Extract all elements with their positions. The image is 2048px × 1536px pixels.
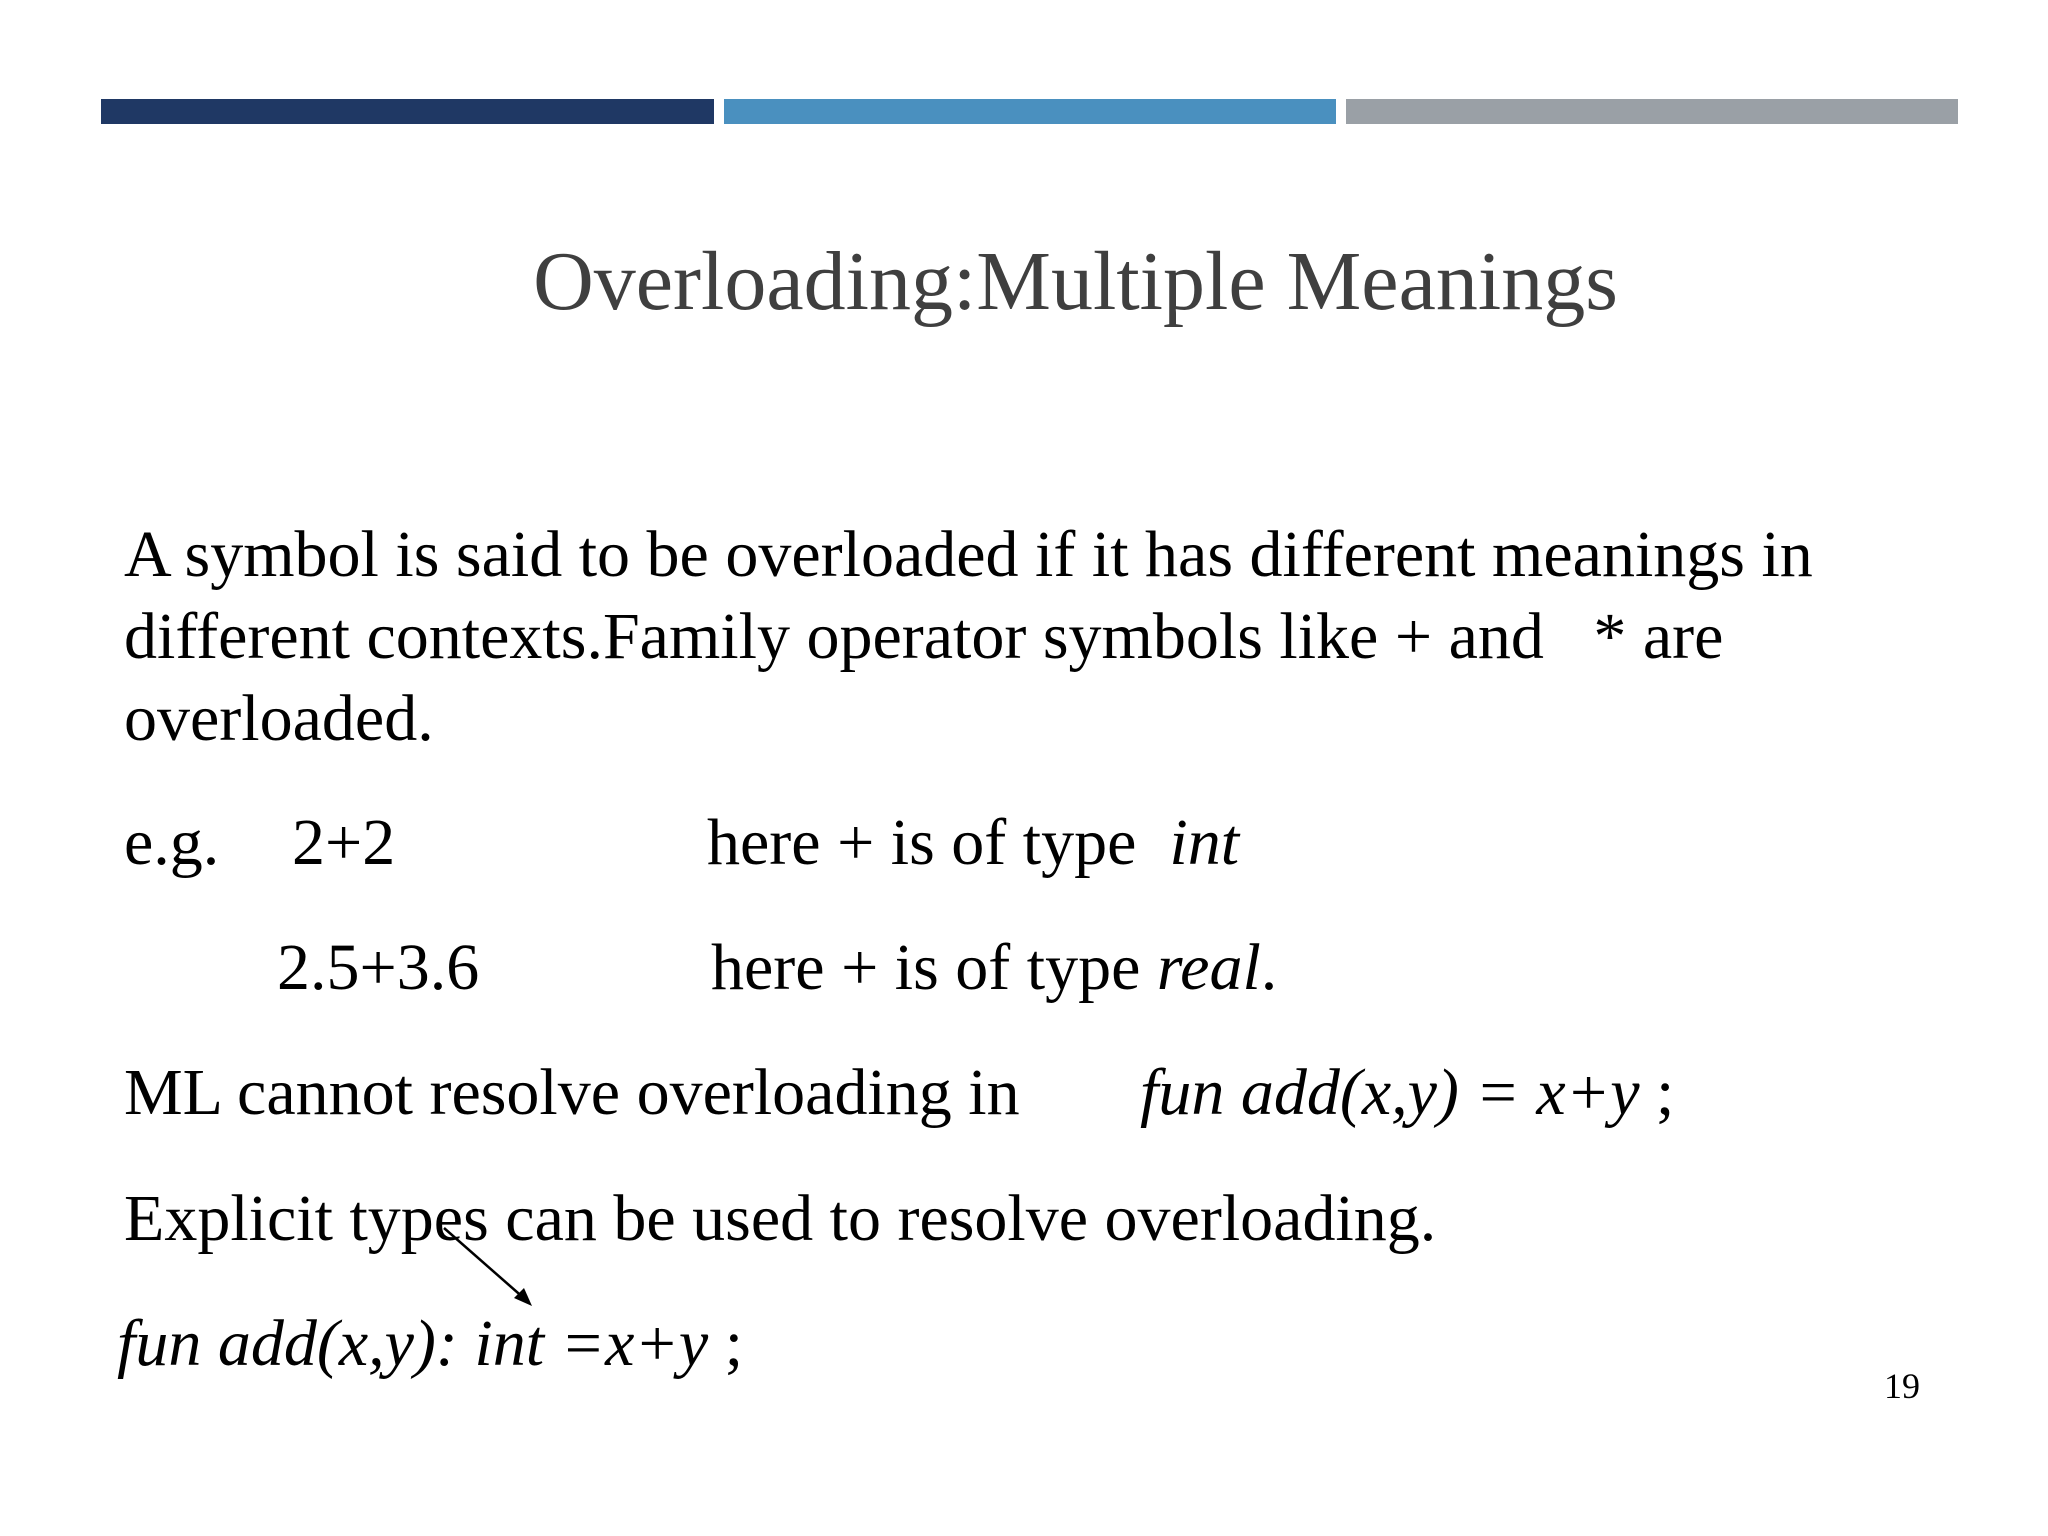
- example-1-expr: 2+2: [292, 806, 396, 879]
- explicit-code: fun add(x,y): int =x+y: [117, 1307, 709, 1380]
- example-2-expr: 2.5+3.6: [277, 931, 480, 1004]
- header-bar-dark: [101, 99, 714, 124]
- example-prefix: e.g.: [124, 806, 220, 879]
- paragraph-line-2-end: * are: [1593, 600, 1724, 673]
- explicit-code-suffix: ;: [708, 1307, 744, 1380]
- ml-line-code: [1140, 1052, 1674, 1134]
- paragraph-line-2: [124, 596, 1954, 678]
- example-2-suffix: .: [1260, 931, 1278, 1004]
- header-bar-gray: [1346, 99, 1958, 124]
- header-bar-blue: [724, 99, 1336, 124]
- definition-paragraph: [124, 514, 1954, 760]
- ml-line-text: ML cannot resolve overloading in: [124, 1056, 1020, 1129]
- example-2-type: real: [1156, 931, 1261, 1004]
- example-2-desc-text: here + is of type: [711, 931, 1141, 1004]
- paragraph-line-2-text: different contexts.Family operator symbols like + and: [124, 600, 1544, 673]
- explicit-code-line: [117, 1303, 743, 1385]
- example-1-desc-text: here + is of type: [707, 806, 1137, 879]
- paragraph-line-1: A symbol is said to be overloaded if it has different meanings in: [124, 518, 1813, 591]
- explicit-types-line: Explicit types can be used to resolve overloading.: [124, 1182, 1437, 1255]
- example-1-type: int: [1169, 806, 1240, 879]
- annotation-arrow-icon: [440, 1224, 540, 1314]
- example-1-desc: [707, 802, 1239, 884]
- ml-code-suffix: ;: [1639, 1056, 1675, 1129]
- example-2-desc: [711, 927, 1277, 1009]
- slide-title: Overloading:Multiple Meanings: [533, 235, 1618, 328]
- paragraph-line-3: overloaded.: [124, 682, 434, 755]
- page-number: 19: [1884, 1366, 1920, 1406]
- example-1-row: [124, 802, 219, 884]
- ml-code: fun add(x,y) = x+y: [1140, 1056, 1640, 1129]
